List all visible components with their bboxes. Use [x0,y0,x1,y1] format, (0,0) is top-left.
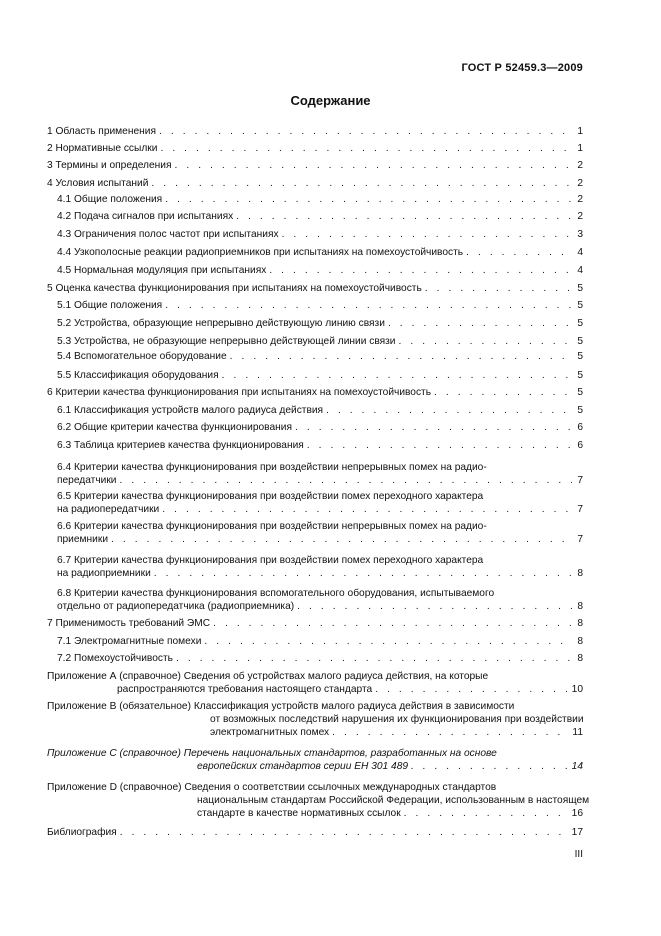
toc-entry-page: 8 [577,618,583,629]
dot-leader [295,421,572,434]
toc-entry-page: 8 [577,636,583,647]
toc-entry-text: 6.1 Классификация устройств малого радиуса действия [57,405,324,416]
toc-entry-text: 6.4 Критерии качества функционирования при воздействии непрерывных помех на радио- [57,462,487,473]
dot-leader [332,726,569,739]
toc-entry-text: 7.1 Электромагнитные помехи [57,636,202,647]
toc-entry-text: 6.8 Критерии качества функционирования вспомогательного оборудования, испытываемого [57,588,495,599]
toc-entry[interactable] [47,617,583,630]
toc-entry-text: 6.3 Таблица критериев качества функционирования [57,440,304,451]
toc-entry-text: 4.4 Узкополосные реакции радиоприемников при испытаниях на помехоустойчивость [57,247,464,258]
toc-entry-text: 2 Нормативные ссылки [47,143,158,154]
dot-leader [160,142,572,155]
dot-leader [425,282,572,295]
dot-leader [120,474,573,487]
toc-entry-page: 1 [577,126,583,137]
toc-entry-text: 4.2 Подача сигналов при испытаниях [57,211,234,222]
toc-entry[interactable] [47,228,583,241]
contents-title: Содержание [290,93,371,108]
dot-leader [222,369,572,382]
toc-entry-page: 8 [577,568,583,579]
toc-entry-text: 7.2 Помехоустойчивость [57,653,173,664]
toc-entry[interactable] [47,193,583,206]
toc-entry[interactable] [47,700,583,739]
toc-entry-page: 8 [577,653,583,664]
toc-entry-page: 5 [577,283,583,294]
toc-entry[interactable] [47,421,583,434]
dot-leader [236,210,572,223]
toc-entry-text: 6 Критерии качества функционирования при испытаниях на помехоустойчивость [47,387,432,398]
toc-entry[interactable] [47,125,583,138]
toc-entry[interactable] [47,520,583,546]
toc-entry-text: на радиопередатчики [57,504,160,515]
toc-entry[interactable] [47,142,583,155]
toc-entry[interactable] [47,587,583,613]
toc-entry-page: 6 [577,422,583,433]
toc-entry-text: передатчики [57,475,117,486]
dot-leader [404,807,569,820]
toc-entry-page: 11 [572,727,583,738]
dot-leader [174,159,572,172]
toc-entry[interactable] [47,747,583,773]
toc-entry-page: 5 [577,405,583,416]
toc-entry-text: 6.6 Критерии качества функционирования при воздействии непрерывных помех на радио- [57,521,487,532]
toc-entry-page: 5 [577,336,583,347]
toc-entry[interactable] [47,246,583,259]
toc-entry-text: Библиография [47,827,117,838]
toc-entry-text: Приложение В (обязательное) Классификация устройств малого радиуса действия в зависимости [47,701,515,712]
toc-entry[interactable] [47,177,583,190]
toc-entry-text: 1 Область применения [47,126,156,137]
toc-entry-text: 6.5 Критерии качества функционирования при воздействии помех переходного характера [57,491,484,502]
toc-entry[interactable] [47,826,583,839]
toc-entry-text: 4 Условия испытаний [47,178,149,189]
toc-entry-page: 7 [577,534,583,545]
dot-leader [151,177,572,190]
toc-entry[interactable] [47,350,583,363]
dot-leader [388,317,572,330]
toc-entry-text: 6.2 Общие критерии качества функционирования [57,422,292,433]
toc-entry-page: 4 [577,265,583,276]
toc-entry[interactable] [47,159,583,172]
toc-entry-page: 7 [577,475,583,486]
toc-entry-page: 16 [571,808,583,819]
toc-entry-text: стандарте в качестве нормативных ссылок [197,808,401,819]
toc-entry-text: Приложение А (справочное) Сведения об устройствах малого радиуса действия, на которые [47,671,489,682]
toc-entry[interactable] [47,439,583,452]
toc-entry[interactable] [47,461,583,487]
toc-entry-text: на радиоприемники [57,568,151,579]
toc-entry-page: 5 [577,300,583,311]
toc-entry-text: 5.5 Классификация оборудования [57,370,219,381]
toc-entry[interactable] [47,386,583,399]
toc-entry[interactable] [47,210,583,223]
toc-entry[interactable] [47,670,583,696]
toc-entry-text: отдельно от радиопередатчика (радиоприемника) [57,601,295,612]
dot-leader [213,617,572,630]
dot-leader [399,335,573,348]
toc-entry-page: 5 [577,387,583,398]
toc-entry-page: 4 [577,247,583,258]
dot-leader [434,386,572,399]
toc-entry-text: национальным стандартам Российской Федерации, использованным в настоящем [197,795,590,806]
dot-leader [111,533,572,546]
dot-leader [176,652,572,665]
toc-entry[interactable] [47,404,583,417]
toc-entry-text: 4.3 Ограничения полос частот при испытаниях [57,229,279,240]
toc-entry-text: 5.4 Вспомогательное оборудование [57,351,227,362]
dot-leader [411,760,569,773]
dot-leader [162,503,572,516]
toc-entry-page: 8 [577,601,583,612]
toc-entry[interactable] [47,317,583,330]
dot-leader [307,439,572,452]
dot-leader [165,193,572,206]
toc-entry-text: 5 Оценка качества функционирования при испытаниях на помехоустойчивость [47,283,422,294]
toc-entry-text: от возможных последствий нарушения их функционирования при воздействии [210,714,584,725]
toc-entry-page: 2 [577,211,583,222]
toc-entry[interactable] [47,335,583,348]
dot-leader [466,246,572,259]
toc-entry[interactable] [47,282,583,295]
toc-entry-text: распространяются требования настоящего стандарта [117,684,373,695]
toc-entry-text: Приложение D (справочное) Сведения о соответствии ссылочных международных стандартов [47,782,497,793]
toc-entry-page: 2 [577,178,583,189]
toc-entry[interactable] [47,781,590,820]
standard-designation: ГОСТ Р 52459.3—2009 [461,62,583,74]
toc-entry-text: 7 Применимость требований ЭМС [47,618,211,629]
toc-entry-text: приемники [57,534,109,545]
toc-entry[interactable] [47,264,583,277]
toc-entry-page: 14 [571,761,583,772]
page-number: III [574,849,583,860]
toc-entry-text: 6.7 Критерии качества функционирования при воздействии помех переходного характера [57,555,484,566]
toc-entry-page: 1 [577,143,583,154]
toc-entry[interactable] [47,652,583,665]
toc-entry-text: 5.1 Общие положения [57,300,163,311]
toc-entry-page: 6 [577,440,583,451]
toc-entry-text: 4.1 Общие положения [57,194,163,205]
dot-leader [269,264,572,277]
dot-leader [120,826,569,839]
toc-entry-text: электромагнитных помех [210,727,330,738]
toc-entry[interactable] [47,554,583,580]
toc-entry-page: 2 [577,194,583,205]
toc-entry-page: 5 [577,370,583,381]
toc-entry-text: 5.2 Устройства, образующие непрерывно действующую линию связи [57,318,385,329]
toc-entry-page: 5 [577,318,583,329]
dot-leader [297,600,572,613]
dot-leader [165,299,572,312]
toc-entry-text: 3 Термины и определения [47,160,172,171]
toc-entry-text: Приложение С (справочное) Перечень национальных стандартов, разработанных на основе [47,748,497,759]
dot-leader [375,683,568,696]
toc-entry-page: 10 [571,684,583,695]
toc-entry-text: 5.3 Устройства, не образующие непрерывно действующей линии связи [57,336,396,347]
toc-entry-text: 4.5 Нормальная модуляция при испытаниях [57,265,267,276]
toc-entry-page: 3 [577,229,583,240]
dot-leader [282,228,572,241]
toc-entry-page: 7 [577,504,583,515]
toc-entry[interactable] [47,635,583,648]
toc-entry[interactable] [47,490,583,516]
dot-leader [154,567,572,580]
toc-entry-page: 17 [571,827,583,838]
toc-entry-page: 5 [577,351,583,362]
dot-leader [326,404,572,417]
toc-entry[interactable] [47,299,583,312]
toc-entry[interactable] [47,369,583,382]
dot-leader [230,350,572,363]
dot-leader [159,125,572,138]
dot-leader [204,635,572,648]
toc-entry-page: 2 [577,160,583,171]
toc-entry-text: европейских стандартов серии ЕН 301 489 [197,761,409,772]
